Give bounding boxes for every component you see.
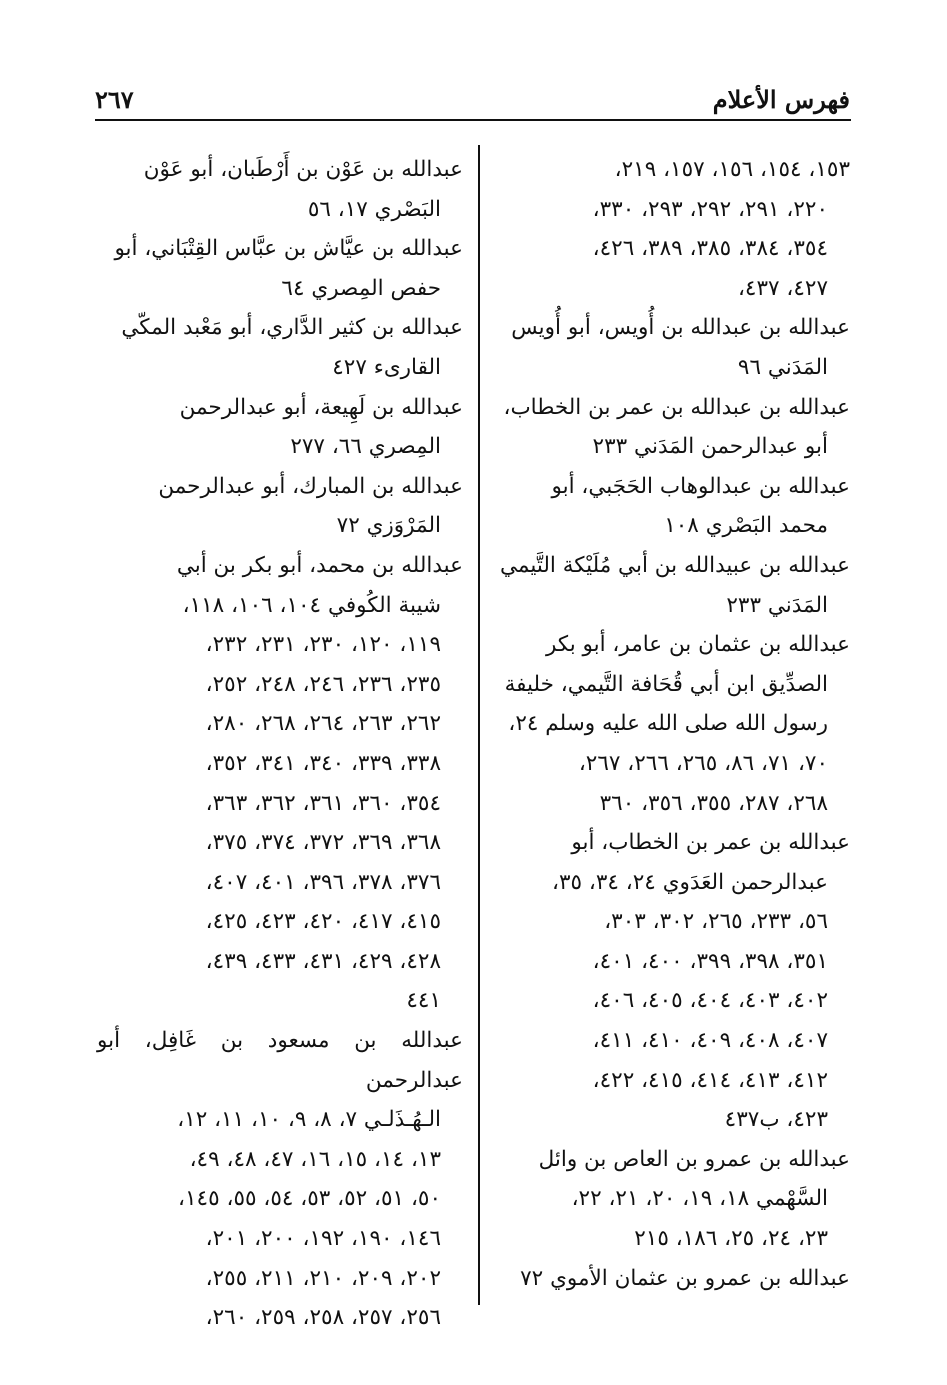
entry-line: ١١٩، ١٢٠، ٢٣٠، ٢٣١، ٢٣٢،: [205, 632, 441, 658]
column-divider: [478, 145, 480, 1305]
index-entry: [490, 388, 850, 467]
index-entry: [490, 625, 850, 823]
entry-line: عبدالله بن كثير الدَّاري، أبو مَعْبد المكّي: [121, 315, 463, 341]
entry-line: محمد البَصْري ١٠٨: [664, 513, 828, 539]
entry-line: ٣٧٦، ٣٧٨، ٣٩٦، ٤٠١، ٤٠٧،: [205, 869, 441, 895]
entry-line: ٢٠٢، ٢٠٩، ٢١٠، ٢١١، ٢٥٥،: [205, 1265, 441, 1291]
index-column-left: [97, 150, 463, 1338]
entry-line: الـهُـذَلـي ٧، ٨، ٩، ١٠، ١١، ١٢،: [177, 1107, 441, 1133]
entry-line: عبدالرحمن العَدَوي ٢٤، ٣٤، ٣٥،: [552, 869, 828, 895]
entry-line: عبدالله بن محمد، أبو بكر بن أبي: [176, 552, 463, 578]
index-entry: [490, 308, 850, 387]
entry-line: شيبة الكُوفي ١٠٤، ١٠٦، ١١٨،: [182, 592, 441, 618]
entry-line: عبدالله بن عمر بن الخطاب، أبو: [571, 830, 850, 856]
entry-line: عبدالله بن عبدالله بن أُويس، أبو أُويس: [511, 315, 850, 341]
index-entry: [97, 308, 463, 387]
entry-line: ٣٦٨، ٣٦٩، ٣٧٢، ٣٧٤، ٣٧٥،: [205, 830, 441, 856]
entry-line: ٣٥١، ٣٩٨، ٣٩٩، ٤٠٠، ٤٠١،: [592, 948, 828, 974]
entry-line: عبدالله بن عيَّاش بن عبَّاس القِتْبَاني، أبو: [114, 236, 463, 262]
index-entry: [490, 467, 850, 546]
entry-line: أبو عبدالرحمن المَدَني ٢٣٣: [592, 434, 828, 460]
index-entry: [490, 546, 850, 625]
entry-line: المَرْوَزي ٧٢: [336, 513, 441, 539]
entry-line: ٥٦، ٢٣٣، ٢٦٥، ٣٠٢، ٣٠٣،: [604, 909, 828, 935]
entry-line: عبدالله بن عبدالوهاب الحَجَبي، أبو: [551, 473, 850, 499]
entry-line: ١٣، ١٤، ١٥، ١٦، ٤٧، ٤٨، ٤٩،: [189, 1146, 441, 1172]
entry-line: ٣٥٤، ٣٨٤، ٣٨٥، ٣٨٩، ٤٢٦،: [592, 236, 828, 262]
entry-line: ١٥٣، ١٥٤، ١٥٦، ١٥٧، ٢١٩،: [614, 157, 850, 182]
entry-line: ٧٠، ٧١، ٨٦، ٢٦٥، ٢٦٦، ٢٦٧،: [578, 750, 828, 776]
entry-line: ٢٣٥، ٢٣٦، ٢٤٦، ٢٤٨، ٢٥٢،: [205, 671, 441, 697]
entry-line: ٣٥٤، ٣٦٠، ٣٦١، ٣٦٢، ٣٦٣،: [205, 790, 441, 816]
running-title: فهرس الأعلام: [712, 85, 850, 114]
entry-line: عبدالله بن عبيدالله بن أبي مُلَيْكة التَّيمي: [500, 552, 850, 578]
entry-line: ٤١٥، ٤١٧، ٤٢٠، ٤٢٣، ٤٢٥،: [205, 909, 441, 935]
entry-line: ٤٢٨، ٤٢٩، ٤٣١، ٤٣٣، ٤٣٩،: [205, 948, 441, 974]
entry-line: ٤٠٧، ٤٠٨، ٤٠٩، ٤١٠، ٤١١،: [592, 1028, 828, 1054]
entry-line: ٤٢٣، ب٤٣٧: [724, 1107, 828, 1133]
entry-line: القارىء ٤٢٧: [332, 354, 441, 380]
entry-line: عبدالله بن عثمان بن عامر، أبو بكر: [545, 632, 850, 658]
index-entry: [490, 150, 850, 308]
entry-line: البَصْري ١٧، ٥٦: [307, 196, 441, 222]
entry-line: رسول الله صلى الله عليه وسلم ٢٤،: [508, 711, 828, 737]
index-column-right: [490, 150, 850, 1298]
entry-line: ٥٠، ٥١، ٥٢، ٥٣، ٥٤، ٥٥، ١٤٥،: [178, 1186, 441, 1212]
entry-line: ٤٠٢، ٤٠٣، ٤٠٤، ٤٠٥، ٤٠٦،: [592, 988, 828, 1014]
entry-line: عبدالله بن لَهِيعة، أبو عبدالرحمن: [179, 394, 463, 420]
entry-line: ٢٦٨، ٢٨٧، ٣٥٥، ٣٥٦، ٣٦٠: [599, 790, 828, 816]
entry-line: عبدالله بن عمرو بن عثمان الأموي ٧٢: [520, 1265, 850, 1291]
entry-line: ٢٣، ٢٤، ٢٥، ١٨٦، ٢١٥: [634, 1226, 828, 1252]
entry-line: عبدالله بن عمرو بن العاص بن وائل: [538, 1146, 850, 1172]
entry-line: ٤١٢، ٤١٣، ٤١٤، ٤١٥، ٤٢٢،: [592, 1067, 828, 1093]
index-entry: [490, 1140, 850, 1259]
entry-line: المَدَني ٩٦: [737, 354, 828, 380]
entry-line: عبدالله بن عبدالله بن عمر بن الخطاب،: [503, 394, 850, 420]
entry-line: ٤٤١: [406, 988, 441, 1014]
index-entry: [97, 388, 463, 467]
entry-line: السَّهْمي ١٨، ١٩، ٢٠، ٢١، ٢٢،: [571, 1186, 828, 1212]
entry-line: المَدَني ٢٣٣: [726, 592, 828, 618]
entry-line: ٢٥٦، ٢٥٧، ٢٥٨، ٢٥٩، ٢٦٠،: [205, 1305, 441, 1331]
entry-line: ٢٢٠، ٢٩١، ٢٩٢، ٢٩٣، ٣٣٠،: [592, 196, 828, 222]
entry-line: عبدالله بن مسعود بن غَافِل، أبو عبدالرحمن: [97, 1028, 463, 1093]
index-entry: [97, 150, 463, 229]
entry-line: ٤٢٧، ٤٣٧،: [737, 275, 828, 301]
entry-line: عبدالله بن المبارك، أبو عبدالرحمن: [158, 473, 463, 499]
index-entry: [490, 823, 850, 1140]
entry-line: الصدِّيق ابن أبي قُحَافة التَّيمي، خليفة: [504, 671, 828, 697]
index-entry: [97, 467, 463, 546]
entry-line: حفص المِصري ٦٤: [281, 275, 441, 301]
entry-line: ١٤٦، ١٩٠، ١٩٢، ٢٠٠، ٢٠١،: [205, 1226, 441, 1252]
entry-line: المِصري ٦٦، ٢٧٧: [290, 434, 441, 460]
header-rule: [95, 119, 851, 121]
entry-line: ٣٣٨، ٣٣٩، ٣٤٠، ٣٤١، ٣٥٢،: [205, 750, 441, 776]
index-entry: [97, 229, 463, 308]
index-entry: [490, 1259, 850, 1299]
index-entry: [97, 1021, 463, 1338]
entry-line: ٢٦٢، ٢٦٣، ٢٦٤، ٢٦٨، ٢٨٠،: [205, 711, 441, 737]
entry-line: عبدالله بن عَوْن بن أَرْطَبان، أبو عَوْن: [143, 157, 463, 182]
page-header: [95, 85, 850, 115]
index-entry: [97, 546, 463, 1021]
page-number: ٢٦٧: [95, 85, 134, 114]
